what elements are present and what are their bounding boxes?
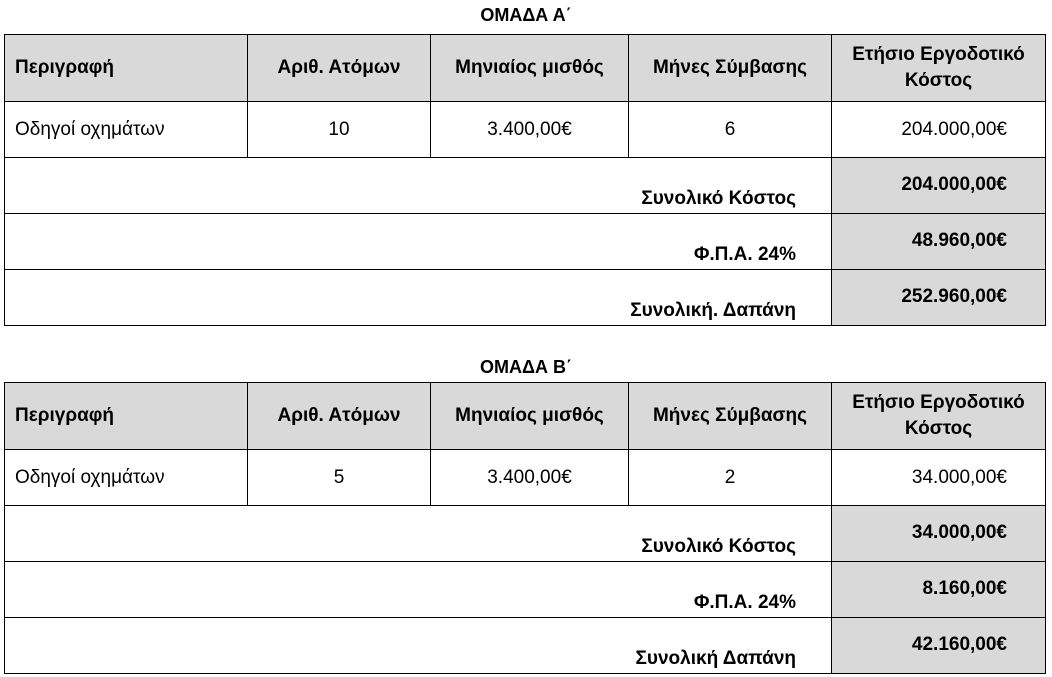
summary-row-total-expense <box>5 270 1046 326</box>
summary-value: 204.000,00€ <box>832 158 1046 214</box>
header-persons: Αριθ. Ατόμων <box>248 35 431 102</box>
cell-persons: 10 <box>248 102 431 158</box>
header-description: Περιγραφή <box>5 35 248 102</box>
summary-row-vat <box>5 214 1046 270</box>
summary-row-total-cost <box>5 506 1046 562</box>
cell-annual-cost: 34.000,00€ <box>832 450 1046 506</box>
summary-label: Φ.Π.Α. 24% <box>5 562 832 618</box>
header-contract-months: Μήνες Σύμβασης <box>629 383 832 450</box>
summary-row-vat <box>5 562 1046 618</box>
group-a-table <box>4 34 1046 326</box>
header-annual-cost: Ετήσιο Εργοδοτικό Κόστος <box>832 383 1046 450</box>
summary-row-total-expense <box>5 618 1046 674</box>
summary-value: 42.160,00€ <box>832 618 1046 674</box>
summary-value: 8.160,00€ <box>832 562 1046 618</box>
group-b-title: ΟΜΑΔΑ Β΄ <box>480 357 572 377</box>
summary-label: Συνολική Δαπάνη <box>5 618 832 674</box>
table-row <box>5 450 1046 506</box>
header-description: Περιγραφή <box>5 383 248 450</box>
table-header-row <box>5 383 1046 450</box>
summary-label: Συνολικό Κόστος <box>5 158 832 214</box>
group-a-title: ΟΜΑΔΑ Α΄ <box>480 5 572 25</box>
header-annual-cost: Ετήσιο Εργοδοτικό Κόστος <box>832 35 1046 102</box>
summary-label: Συνολική. Δαπάνη <box>5 270 832 326</box>
header-persons: Αριθ. Ατόμων <box>248 383 431 450</box>
cell-description: Οδηγοί οχημάτων <box>5 450 248 506</box>
header-monthly-salary: Μηνιαίος μισθός <box>431 383 629 450</box>
summary-row-total-cost <box>5 158 1046 214</box>
summary-value: 34.000,00€ <box>832 506 1046 562</box>
table-row <box>5 102 1046 158</box>
summary-label: Φ.Π.Α. 24% <box>5 214 832 270</box>
summary-label: Συνολικό Κόστος <box>5 506 832 562</box>
cell-monthly-salary: 3.400,00€ <box>431 450 629 506</box>
cell-persons: 5 <box>248 450 431 506</box>
cell-contract-months: 2 <box>629 450 832 506</box>
cell-annual-cost: 204.000,00€ <box>832 102 1046 158</box>
summary-value: 252.960,00€ <box>832 270 1046 326</box>
group-b-table <box>4 382 1046 674</box>
header-monthly-salary: Μηνιαίος μισθός <box>431 35 629 102</box>
summary-value: 48.960,00€ <box>832 214 1046 270</box>
cell-monthly-salary: 3.400,00€ <box>431 102 629 158</box>
table-header-row <box>5 35 1046 102</box>
cell-contract-months: 6 <box>629 102 832 158</box>
header-contract-months: Μήνες Σύμβασης <box>629 35 832 102</box>
cell-description: Οδηγοί οχημάτων <box>5 102 248 158</box>
